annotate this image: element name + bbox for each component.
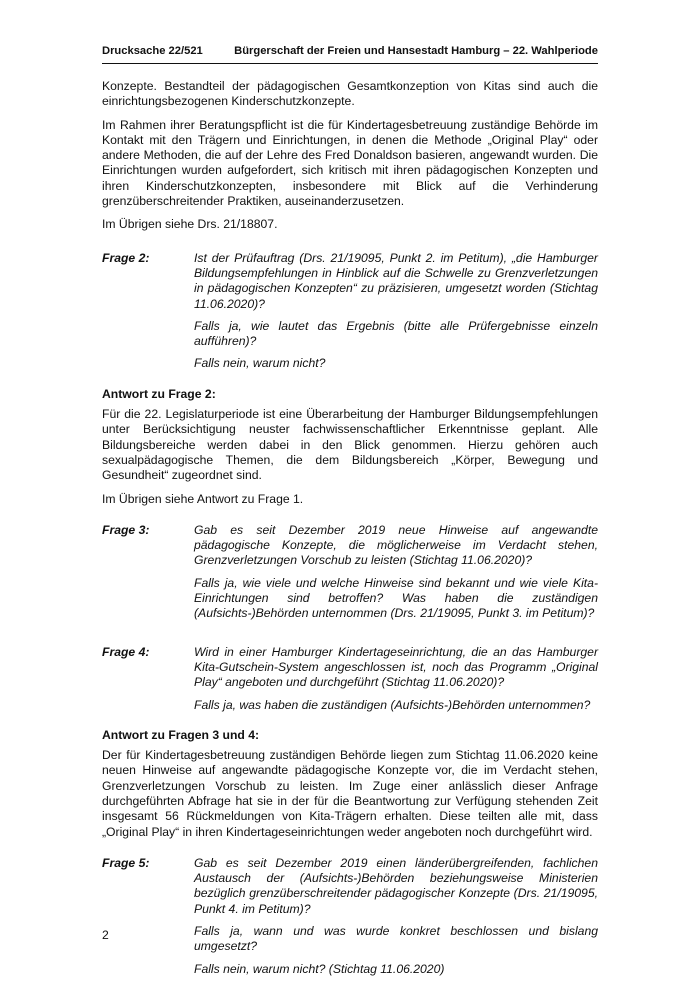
answer-heading: Antwort zu Fragen 3 und 4: [102,727,260,742]
question-paragraph: Falls nein, warum nicht? (Stichtag 11.06.2020) [194,961,445,976]
question-text [194,856,598,984]
header-divider [102,63,598,64]
intro-paragraph: Im Übrigen siehe Drs. 21/18807. [102,217,278,232]
question-label: Frage 5: [102,855,150,870]
question-text [194,523,598,629]
question-paragraph: Falls nein, warum nicht? [194,356,326,371]
question-text [194,645,598,720]
question-4 [102,645,598,720]
question-3 [102,523,598,629]
question-label: Frage 2: [102,250,150,265]
question-paragraph: Falls ja, wann und was wurde konkret beschlossen und bislang umgesetzt? [194,924,598,954]
document-body [102,79,598,984]
question-paragraph: Falls ja, wie lautet das Ergebnis (bitte alle Prüfergebnisse einzeln aufführen)? [194,318,598,349]
question-paragraph: Falls ja, was haben die zuständigen (Aufsichts-)Behörden unternommen? [194,697,591,712]
question-5 [102,856,598,984]
intro-paragraph: Konzepte. Bestandteil der pädagogischen Gesamtkonzeption von Kitas sind auch die einrichtungsbezogenen Kinderschutzkonzepte. [102,79,598,109]
header-title: Bürgerschaft der Freien und Hansestadt Hamburg – 22. Wahlperiode [234,45,598,57]
question-label: Frage 3: [102,522,150,537]
question-2 [102,251,598,379]
answer-heading: Antwort zu Frage 2: [102,386,216,401]
answer-paragraph: Für die 22. Legislaturperiode ist eine Überarbeitung der Hamburger Bildungsempfehlungen unter Berücksichtigung neuster fachwissenschaftlicher Erkenntnisse geplant. Alle Bildungsbereiche werden dabei in den Blick genommen. Hierzu gehören auch sexualpädagogische Themen, die dem Bildungsbereich „Körper, Bewegung und Gesundheit“ zugeordnet sind. [102,407,598,483]
question-label: Frage 4: [102,644,150,659]
document-number: Drucksache 22/521 [102,45,203,57]
page-number: 2 [102,928,109,942]
question-paragraph: Ist der Prüfauftrag (Drs. 21/19095, Punkt 2. im Petitum), „die Hamburger Bildungsempfehlungen in Hinblick auf die Schwelle zu Grenzverletzungen in pädagogischen Konzepten“ zu präzisieren, umgesetzt worden (Stichtag 11.06.2020)? [194,250,598,311]
answer-paragraph: Der für Kindertagesbetreuung zuständigen Behörde liegen zum Stichtag 11.06.2020 keine neuen Hinweise auf angewandte pädagogische Konzepte vor, die im Verdacht stehen, Grenzverletzungen Vorschub zu leisten. Im Zuge einer anlässlich dieser Anfrage durchgeführten Abfrage hat sie in der für die Beantwortung zur Verfügung stehenden Zeit insgesamt 56 Rückmeldungen von Kita-Trägern erhalten. Diese teilten alle mit, dass „Original Play“ in ihren Kindertageseinrichtungen weder angeboten noch durchgeführt wird. [102,748,598,839]
question-paragraph: Wird in einer Hamburger Kindertageseinrichtung, die an das Hamburger Kita-Gutschein-System angeschlossen ist, noch das Programm „Original Play“ angeboten und durchgeführt (Stichtag 11.06.2020)? [194,644,598,690]
question-paragraph: Falls ja, wie viele und welche Hinweise sind bekannt und wie viele Kita-Einrichtungen sind betroffen? Was haben die zuständigen (Aufsichts-)Behörden unternommen (Drs. 21/19095, Punkt 3. im Petitum)? [194,575,598,621]
answer-paragraph: Im Übrigen siehe Antwort zu Frage 1. [102,491,304,506]
question-paragraph: Gab es seit Dezember 2019 einen länderübergreifenden, fachlichen Austausch der (Aufsichts-)Behörden beziehungsweise Ministerien bezüglich grenzüberschreitender pädagogischer Konzepte (Drs. 21/19095, Punkt 4. im Petitum)? [194,855,598,916]
question-text [194,251,598,379]
intro-paragraph: Im Rahmen ihrer Beratungspflicht ist die für Kindertagesbetreuung zuständige Behörde im Kontakt mit den Trägern und Einrichtungen, in denen die Methode „Original Play“ oder andere Methoden, die auf der Lehre des Fred Donaldson basieren, angewandt wurden. Die Einrichtungen wurden aufgefordert, sich kritisch mit ihren pädagogischen Konzepten und ihren Kinderschutzkonzepten, insbesondere mit Blick auf die Verhinderung grenzüberschreitender Praktiken, auseinanderzusetzen. [102,117,598,209]
question-paragraph: Gab es seit Dezember 2019 neue Hinweise auf angewandte pädagogische Konzepte, die möglicherweise im Verdacht stehen, Grenzverletzungen Vorschub zu leisten (Stichtag 11.06.2020)? [194,522,598,568]
